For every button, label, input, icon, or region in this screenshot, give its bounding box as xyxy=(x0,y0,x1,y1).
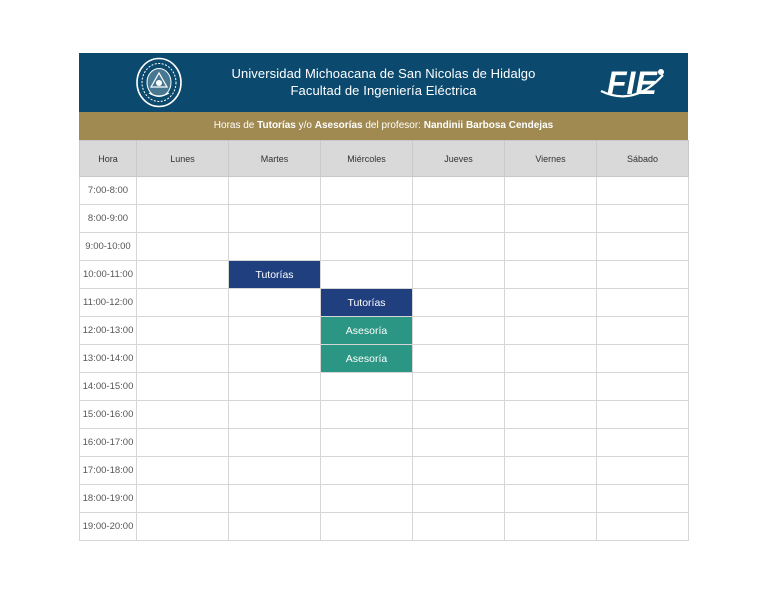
header-titles xyxy=(79,65,688,99)
schedule-cell xyxy=(321,457,413,485)
hour-cell: 12:00-13:00 xyxy=(80,317,137,345)
column-header-hora: Hora xyxy=(80,141,137,177)
table-row xyxy=(80,233,689,261)
schedule-cell xyxy=(597,485,689,513)
schedule-cell xyxy=(137,233,229,261)
schedule-cell xyxy=(229,457,321,485)
schedule-cell xyxy=(597,401,689,429)
schedule-body xyxy=(80,177,689,541)
professor-bar xyxy=(79,112,688,140)
schedule-cell xyxy=(321,485,413,513)
table-row xyxy=(80,177,689,205)
schedule-cell xyxy=(321,401,413,429)
schedule-cell xyxy=(597,429,689,457)
table-row xyxy=(80,429,689,457)
event-tutoria: Tutorías xyxy=(229,261,321,289)
schedule-cell xyxy=(597,457,689,485)
fie-logo-text: FIE xyxy=(607,65,657,101)
table-row xyxy=(80,205,689,233)
schedule-cell xyxy=(137,205,229,233)
schedule-cell xyxy=(597,233,689,261)
schedule-cell xyxy=(597,373,689,401)
schedule-cell xyxy=(321,513,413,541)
schedule-cell xyxy=(229,401,321,429)
column-header-day-5: Viernes xyxy=(505,141,597,177)
schedule-cell xyxy=(413,205,505,233)
hour-cell: 15:00-16:00 xyxy=(80,401,137,429)
schedule-cell xyxy=(137,513,229,541)
hour-cell: 14:00-15:00 xyxy=(80,373,137,401)
column-header-day-6: Sábado xyxy=(597,141,689,177)
hour-cell: 11:00-12:00 xyxy=(80,289,137,317)
schedule-cell xyxy=(321,233,413,261)
schedule-cell xyxy=(597,317,689,345)
schedule-cell xyxy=(321,177,413,205)
hour-cell: 16:00-17:00 xyxy=(80,429,137,457)
schedule-table xyxy=(79,140,689,541)
schedule-cell xyxy=(413,373,505,401)
schedule-cell xyxy=(229,373,321,401)
schedule-cell xyxy=(505,429,597,457)
schedule-cell xyxy=(137,289,229,317)
hour-cell: 9:00-10:00 xyxy=(80,233,137,261)
schedule-cell xyxy=(413,401,505,429)
schedule-cell xyxy=(505,401,597,429)
hour-cell: 8:00-9:00 xyxy=(80,205,137,233)
schedule-cell xyxy=(413,317,505,345)
schedule-cell xyxy=(229,345,321,373)
schedule-cell xyxy=(505,289,597,317)
schedule-cell xyxy=(597,289,689,317)
schedule-cell xyxy=(505,261,597,289)
schedule-cell xyxy=(413,233,505,261)
schedule-cell xyxy=(597,261,689,289)
schedule-cell xyxy=(413,289,505,317)
subtitle-tutorias: Tutorías xyxy=(257,120,296,131)
fie-logo-icon xyxy=(599,61,669,103)
header-row xyxy=(80,141,689,177)
schedule-cell xyxy=(229,289,321,317)
subtitle-prefix: Horas de xyxy=(213,120,258,131)
subtitle-connector: y/o xyxy=(295,120,315,131)
schedule-header xyxy=(80,141,689,177)
hour-cell: 10:00-11:00 xyxy=(80,261,137,289)
schedule-cell xyxy=(413,261,505,289)
table-row xyxy=(80,457,689,485)
schedule-cell xyxy=(597,205,689,233)
schedule-cell xyxy=(229,485,321,513)
schedule-cell xyxy=(137,261,229,289)
hour-cell: 7:00-8:00 xyxy=(80,177,137,205)
table-row xyxy=(80,373,689,401)
schedule-cell xyxy=(229,513,321,541)
table-row xyxy=(80,485,689,513)
schedule-cell xyxy=(505,233,597,261)
column-header-day-1: Lunes xyxy=(137,141,229,177)
schedule-cell xyxy=(413,429,505,457)
schedule-cell xyxy=(413,457,505,485)
schedule-cell xyxy=(505,457,597,485)
table-row xyxy=(80,261,689,289)
schedule-cell xyxy=(505,485,597,513)
schedule-cell xyxy=(321,205,413,233)
schedule-cell xyxy=(137,177,229,205)
university-name: Universidad Michoacana de San Nicolas de Hidalgo xyxy=(231,66,536,81)
schedule-cell xyxy=(137,485,229,513)
schedule-cell xyxy=(321,429,413,457)
schedule-cell xyxy=(229,233,321,261)
schedule-cell xyxy=(413,345,505,373)
table-row xyxy=(80,513,689,541)
schedule-cell xyxy=(229,205,321,233)
hour-cell: 17:00-18:00 xyxy=(80,457,137,485)
event-asesoria: Asesoría xyxy=(321,345,413,373)
schedule-cell xyxy=(137,373,229,401)
table-row xyxy=(80,289,689,317)
schedule-cell xyxy=(505,177,597,205)
schedule-cell xyxy=(413,513,505,541)
column-header-day-4: Jueves xyxy=(413,141,505,177)
hour-cell: 19:00-20:00 xyxy=(80,513,137,541)
schedule-cell xyxy=(321,373,413,401)
schedule-cell xyxy=(137,429,229,457)
faculty-name: Facultad de Ingeniería Eléctrica xyxy=(290,83,477,98)
schedule-cell xyxy=(505,373,597,401)
schedule-cell xyxy=(413,177,505,205)
table-row xyxy=(80,345,689,373)
schedule-cell xyxy=(597,177,689,205)
schedule-cell xyxy=(229,429,321,457)
header-banner xyxy=(79,53,688,112)
subtitle-asesorias: Asesorías xyxy=(314,120,363,131)
schedule-cell xyxy=(505,205,597,233)
subtitle-suffix: del profesor: xyxy=(362,120,424,131)
hour-cell: 13:00-14:00 xyxy=(80,345,137,373)
schedule-cell xyxy=(597,513,689,541)
column-header-day-2: Martes xyxy=(229,141,321,177)
schedule-cell xyxy=(137,317,229,345)
schedule-cell xyxy=(137,457,229,485)
schedule-cell xyxy=(137,345,229,373)
schedule-cell xyxy=(505,513,597,541)
schedule-cell xyxy=(597,345,689,373)
schedule-cell xyxy=(505,345,597,373)
table-row xyxy=(80,317,689,345)
schedule-cell xyxy=(229,177,321,205)
table-row xyxy=(80,401,689,429)
event-tutoria: Tutorías xyxy=(321,289,413,317)
schedule-cell xyxy=(229,317,321,345)
schedule-sheet xyxy=(79,53,688,541)
schedule-cell xyxy=(137,401,229,429)
event-asesoria: Asesoría xyxy=(321,317,413,345)
schedule-cell xyxy=(413,485,505,513)
schedule-cell xyxy=(321,261,413,289)
professor-name: Nandinii Barbosa Cendejas xyxy=(423,120,554,131)
hour-cell: 18:00-19:00 xyxy=(80,485,137,513)
schedule-cell xyxy=(505,317,597,345)
column-header-day-3: Miércoles xyxy=(321,141,413,177)
